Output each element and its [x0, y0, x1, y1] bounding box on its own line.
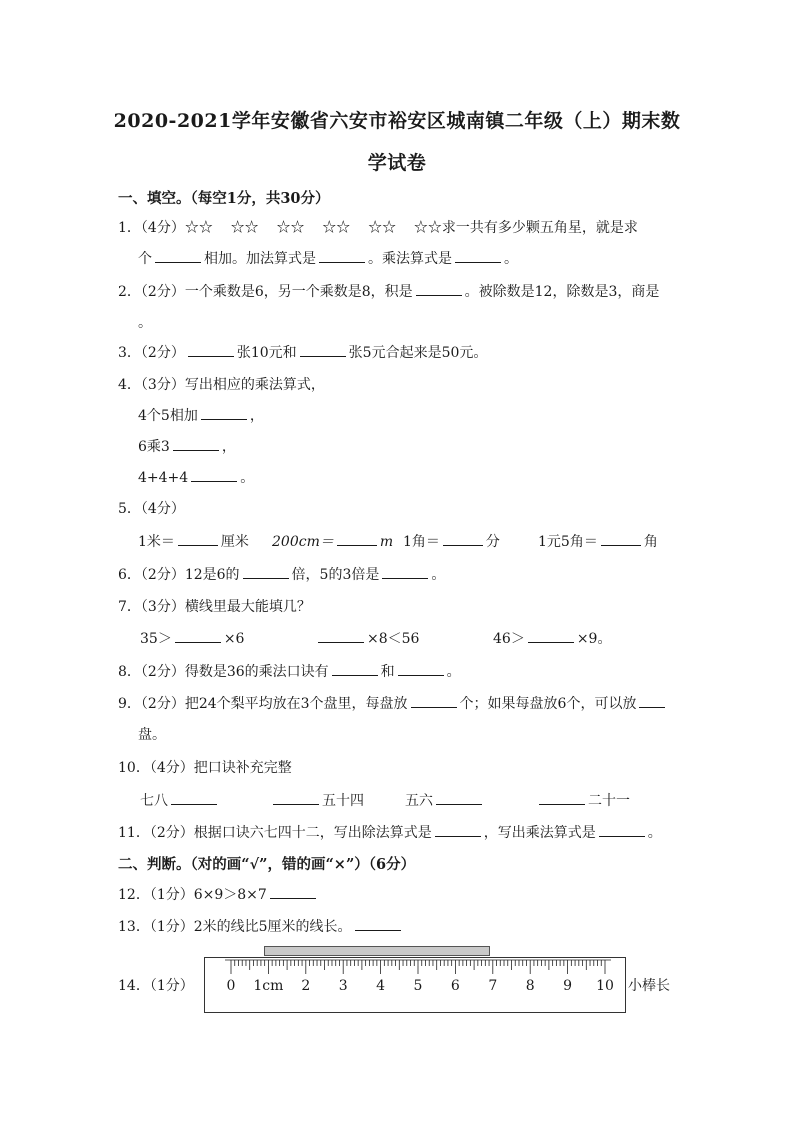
question-4-a-end: ， — [249, 408, 264, 424]
question-11-text-b: ，写出乘法算式是 — [483, 825, 596, 841]
stick-illustration — [264, 946, 490, 956]
question-2-line2: 。 — [138, 315, 152, 331]
answer-blank[interactable] — [416, 281, 462, 296]
question-6-text-c: 。 — [431, 567, 446, 583]
question-1-text: 求一共有多少颗五角星，就是求 — [441, 220, 638, 236]
question-4-a-text: 4个5相加 — [138, 408, 198, 424]
question-4-b — [138, 436, 236, 456]
question-4-b-text: 6乘3 — [138, 439, 170, 455]
question-2-text-b: 。被除数是12，除数是3，商是 — [464, 284, 660, 300]
question-7-a-pre: 35＞ — [140, 631, 172, 647]
answer-blank[interactable] — [270, 884, 316, 899]
answer-blank[interactable] — [155, 248, 201, 263]
ruler-tick-label: 4 — [376, 978, 386, 994]
answer-blank[interactable] — [398, 661, 444, 676]
question-11-text-a: 11．（2分）根据口诀六七四十二，写出除法算式是 — [118, 825, 432, 841]
question-6-text-a: 6．（2分）12是6的 — [118, 567, 240, 583]
answer-blank[interactable] — [411, 693, 457, 708]
question-7-c-post: ×9。 — [576, 631, 612, 647]
question-7-a-post: ×6 — [223, 631, 245, 647]
question-1-text-d: 。 — [504, 251, 518, 267]
question-4-a — [138, 405, 264, 425]
question-7-a — [140, 628, 244, 648]
question-5-text: 5．（4分） — [118, 501, 185, 517]
question-7-c-pre: 46＞ — [493, 631, 525, 647]
ruler-tick-label: 7 — [488, 978, 498, 994]
question-4-c — [138, 467, 254, 487]
question-13-text: 13．（1分）2米的线比5厘米的线长。 — [118, 919, 352, 935]
question-14-text: 14．（1分） — [118, 978, 194, 994]
answer-blank[interactable] — [178, 531, 218, 546]
answer-blank[interactable] — [435, 822, 481, 837]
question-10-d-text: 二十一 — [588, 793, 630, 809]
question-12 — [118, 884, 319, 904]
answer-blank[interactable] — [337, 531, 377, 546]
question-7-c — [493, 628, 611, 648]
answer-blank[interactable] — [539, 790, 585, 805]
question-10-a — [140, 790, 220, 810]
ruler — [204, 957, 626, 1013]
answer-blank[interactable] — [599, 822, 645, 837]
answer-blank[interactable] — [355, 916, 401, 931]
question-9-text-a: 9．（2分）把24个梨平均放在3个盘里，每盘放 — [118, 696, 408, 712]
question-10-text: 10．（4分）把口诀补充完整 — [118, 760, 292, 776]
question-4-b-end: ， — [221, 439, 236, 455]
answer-blank[interactable] — [528, 628, 574, 643]
answer-blank[interactable] — [601, 531, 641, 546]
ruler-tick-label: 10 — [596, 978, 614, 994]
question-5-d-unit: 角 — [643, 534, 658, 550]
ruler-tick-label: 8 — [525, 978, 535, 994]
question-8-text-b: 和 — [380, 664, 395, 680]
star-group-4: ☆☆ — [322, 220, 351, 236]
question-5-b — [272, 531, 393, 551]
question-4-text: 4．（3分）写出相应的乘法算式， — [118, 377, 325, 393]
question-12-text: 12．（1分）6×9＞8×7 — [118, 887, 267, 903]
star-group-5: ☆☆ — [368, 220, 397, 236]
answer-blank[interactable] — [318, 628, 364, 643]
question-7-b-post: ×8＜56 — [367, 631, 420, 647]
answer-blank[interactable] — [319, 248, 365, 263]
question-5-d-text: 1元5角＝ — [538, 534, 598, 550]
question-4-c-text: 4+4+4 — [138, 470, 189, 486]
star-group-3: ☆☆ — [276, 220, 305, 236]
question-3-text-b: 张10元和 — [236, 345, 297, 361]
question-10-b-text: 五十四 — [322, 793, 364, 809]
question-8 — [118, 661, 461, 681]
question-3 — [118, 342, 487, 362]
question-5-b-text: 200cm＝ — [272, 534, 334, 550]
question-6 — [118, 564, 445, 584]
question-5-a-text: 1米＝ — [138, 534, 175, 550]
ruler-tick-label: 3 — [338, 978, 348, 994]
question-10-a-text: 七八 — [140, 793, 168, 809]
answer-blank[interactable] — [639, 693, 665, 708]
answer-blank[interactable] — [382, 564, 428, 579]
question-6-text-b: 倍，5的3倍是 — [291, 567, 380, 583]
answer-blank[interactable] — [273, 790, 319, 805]
star-group-1: ☆☆ — [184, 220, 213, 236]
question-10-c — [405, 790, 485, 810]
answer-blank[interactable] — [191, 467, 237, 482]
question-7-text: 7．（3分）横线里最大能填几？ — [118, 599, 311, 615]
question-1-text-a: 个 — [138, 251, 152, 267]
question-10-b — [270, 790, 364, 810]
ruler-tick-label: 0 — [226, 978, 236, 994]
question-9-text-b: 个；如果每盘放6个，可以放 — [459, 696, 637, 712]
question-8-text-c: 。 — [446, 664, 461, 680]
question-2-line1 — [118, 281, 659, 301]
question-4-c-end: 。 — [240, 470, 255, 486]
star-group-2: ☆☆ — [230, 220, 259, 236]
question-5-d — [538, 531, 658, 551]
ruler-tick-label: 1cm — [253, 978, 284, 994]
answer-blank[interactable] — [455, 248, 501, 263]
question-5-c — [403, 531, 500, 551]
answer-blank[interactable] — [201, 405, 247, 420]
question-10-d — [536, 790, 630, 810]
answer-blank[interactable] — [300, 342, 346, 357]
question-5-b-unit: m — [379, 534, 394, 550]
question-1-text-c: 。乘法算式是 — [368, 251, 452, 267]
star-group-6: ☆☆ — [413, 220, 442, 236]
question-5-a-unit: 厘米 — [220, 534, 249, 550]
question-3-text-a: 3．（2分） — [118, 345, 185, 361]
answer-blank[interactable] — [173, 436, 219, 451]
ruler-tick-label: 6 — [450, 978, 460, 994]
question-9-line1 — [118, 693, 668, 713]
question-3-text-c: 张5元合起来是50元。 — [348, 345, 488, 361]
answer-blank[interactable] — [171, 790, 217, 805]
question-5-c-unit: 分 — [485, 534, 500, 550]
ruler-tick-label: 9 — [563, 978, 573, 994]
ruler-tick-label: 2 — [301, 978, 311, 994]
question-2-text-a: 2．（2分）一个乘数是6，另一个乘数是8，积是 — [118, 284, 413, 300]
answer-blank[interactable] — [243, 564, 289, 579]
question-1-prefix: 1．（4分） — [118, 220, 185, 236]
question-1-text-b: 相加。加法算式是 — [204, 251, 316, 267]
section-1-heading: 一、填空。（每空1分，共30分） — [118, 190, 330, 207]
answer-blank[interactable] — [188, 342, 234, 357]
question-7-b — [315, 628, 419, 648]
question-1-line2 — [138, 248, 518, 268]
ruler-tick-label: 5 — [413, 978, 423, 994]
page-title-line2: 学试卷 — [367, 152, 427, 174]
question-5-c-text: 1角＝ — [403, 534, 440, 550]
answer-blank[interactable] — [436, 790, 482, 805]
answer-blank[interactable] — [175, 628, 221, 643]
question-5-a — [138, 531, 249, 551]
question-14-tail: 小棒长 — [628, 978, 670, 994]
question-10-c-text: 五六 — [405, 793, 433, 809]
section-2-heading: 二、判断。（对的画“√”，错的画“×”）（6分） — [118, 856, 416, 873]
question-11 — [118, 822, 662, 842]
question-11-text-c: 。 — [647, 825, 662, 841]
question-1-line1 — [118, 217, 638, 237]
question-13 — [118, 916, 404, 936]
answer-blank[interactable] — [443, 531, 483, 546]
page-title-line1: 2020-2021学年安徽省六安市裕安区城南镇二年级（上）期末数 — [113, 110, 681, 132]
question-9-line2: 盘。 — [138, 727, 166, 743]
question-8-text-a: 8．（2分）得数是36的乘法口诀有 — [118, 664, 329, 680]
answer-blank[interactable] — [332, 661, 378, 676]
